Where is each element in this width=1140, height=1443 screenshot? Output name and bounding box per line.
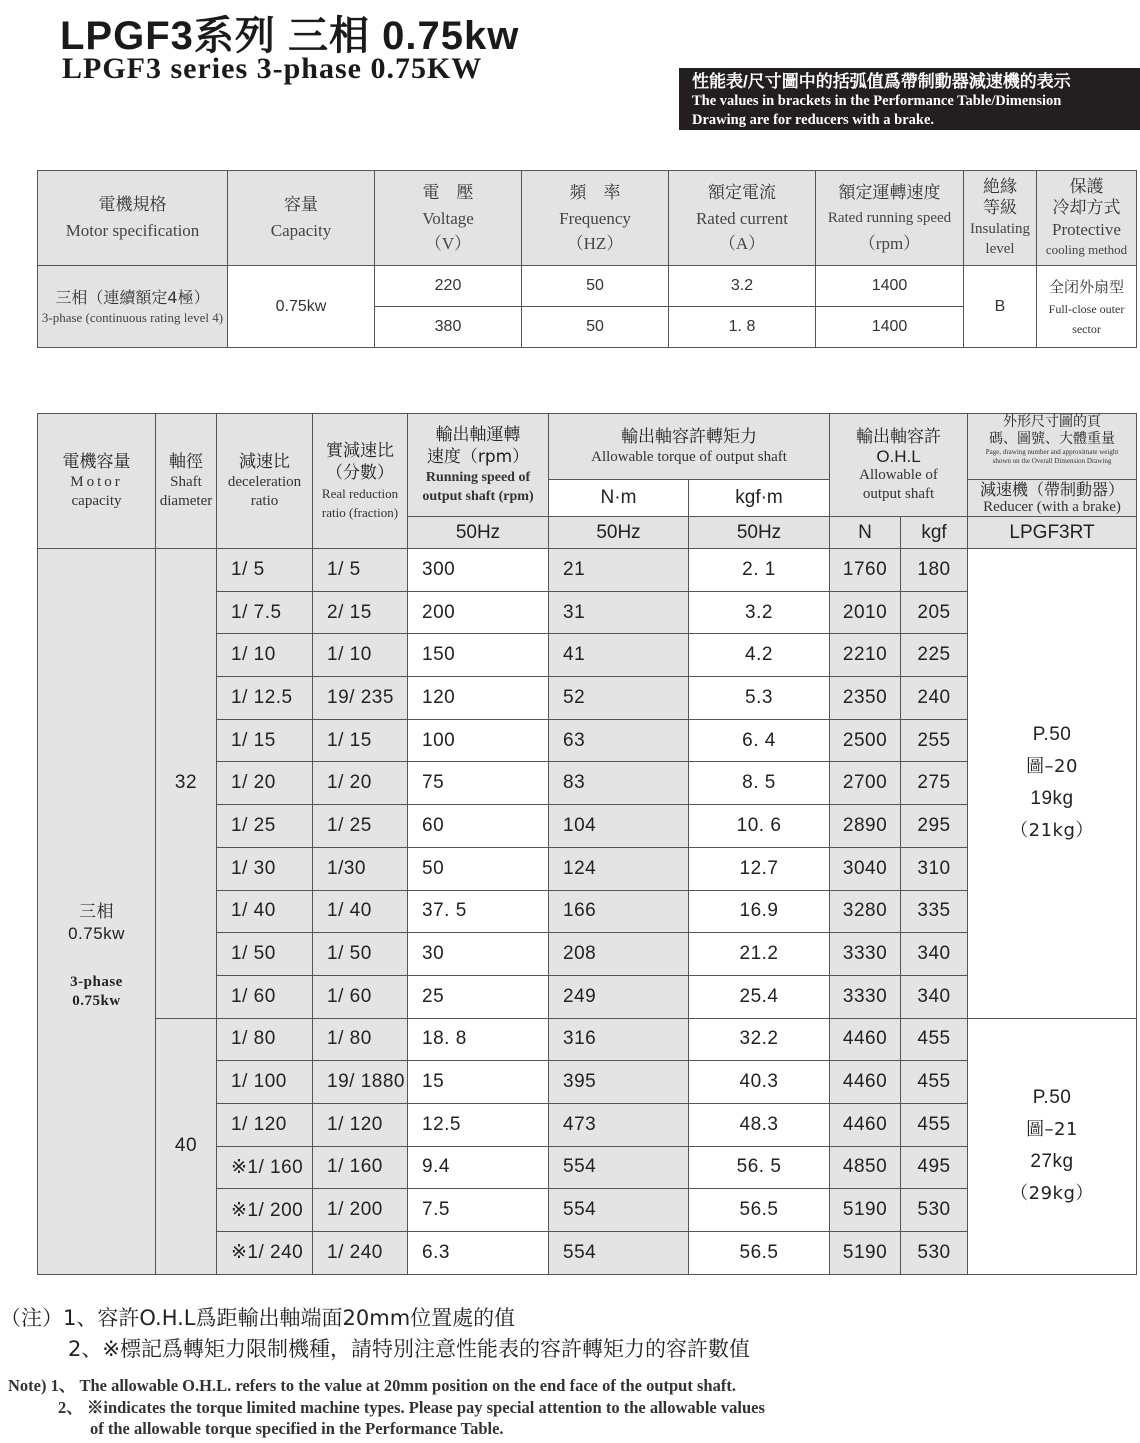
- header-rated-current: 額定電流 Rated current （A）: [669, 171, 816, 266]
- bracket-note-cn: 性能表/尺寸圖中的括弧值爲帶制動器減速機的表示: [692, 72, 1071, 91]
- output-speed: 200: [408, 591, 549, 634]
- torque-kgfm: 21.2: [689, 933, 830, 976]
- dimension-weight-brake: （29kg）: [1010, 1183, 1094, 1205]
- deceleration-ratio: ※1/ 240: [217, 1232, 313, 1275]
- torque-nm: 395: [549, 1061, 689, 1104]
- torque-nm: 52: [549, 677, 689, 720]
- ohl-n: 2700: [830, 762, 901, 805]
- torque-kgfm: 56. 5: [689, 1146, 830, 1189]
- performance-table: [37, 413, 1137, 1275]
- header-kgf: kgf: [901, 517, 968, 549]
- torque-nm: 249: [549, 975, 689, 1018]
- output-speed: 15: [408, 1061, 549, 1104]
- real-reduction-ratio: 1/ 5: [313, 549, 408, 592]
- torque-nm: 104: [549, 805, 689, 848]
- deceleration-ratio: 1/ 80: [217, 1018, 313, 1061]
- torque-nm: 554: [549, 1189, 689, 1232]
- dimension-weight-brake: （21kg）: [1010, 820, 1094, 842]
- ohl-n: 3280: [830, 890, 901, 933]
- ohl-kgf: 225: [901, 634, 968, 677]
- ohl-n: 2010: [830, 591, 901, 634]
- ohl-n: 1760: [830, 549, 901, 592]
- torque-kgfm: 56.5: [689, 1189, 830, 1232]
- real-reduction-ratio: 1/ 240: [313, 1232, 408, 1275]
- output-speed: 7.5: [408, 1189, 549, 1232]
- motor-capacity-en-1: 3-phase: [70, 974, 123, 991]
- dimension-weight: 27kg: [1030, 1151, 1074, 1173]
- ohl-kgf: 310: [901, 847, 968, 890]
- torque-kgfm: 10. 6: [689, 805, 830, 848]
- header-hz-speed: 50Hz: [408, 517, 549, 549]
- header-dimension-drawing: 外形尺寸圖的頁 碼、圖號、大體重量 Page, drawing number and approximate weight shown on the Overall Dimension Drawing: [968, 414, 1137, 480]
- ohl-n: 2890: [830, 805, 901, 848]
- ohl-n: 3330: [830, 975, 901, 1018]
- torque-nm: 473: [549, 1103, 689, 1146]
- ohl-kgf: 275: [901, 762, 968, 805]
- output-speed: 60: [408, 805, 549, 848]
- output-speed: 25: [408, 975, 549, 1018]
- ohl-kgf: 455: [901, 1061, 968, 1104]
- ohl-n: 4850: [830, 1146, 901, 1189]
- torque-kgfm: 4.2: [689, 634, 830, 677]
- dimension-page: P.50: [1032, 1087, 1072, 1109]
- deceleration-ratio: ※1/ 200: [217, 1189, 313, 1232]
- dimension-drawing-cell: [968, 549, 1137, 1019]
- torque-kgfm: 48.3: [689, 1103, 830, 1146]
- header-shaft-diameter: 軸徑 Shaft diameter: [156, 414, 217, 549]
- shaft-diameter-cell: 32: [156, 549, 217, 1019]
- spec-voltage: 380: [375, 307, 522, 348]
- dimension-page: P.50: [1032, 724, 1072, 746]
- ohl-kgf: 255: [901, 719, 968, 762]
- real-reduction-ratio: 1/ 120: [313, 1103, 408, 1146]
- ohl-kgf: 205: [901, 591, 968, 634]
- output-speed: 37. 5: [408, 890, 549, 933]
- ohl-n: 2500: [830, 719, 901, 762]
- header-hz-nm: 50Hz: [549, 517, 689, 549]
- note-cn-2: 2、※標記爲轉矩力限制機種，請特別注意性能表的容許轉矩力的容許數值: [68, 1337, 750, 1361]
- ohl-n: 4460: [830, 1018, 901, 1061]
- note-cn-1: （注）1、容許O.H.L爲距輸出軸端面20mm位置處的值: [0, 1306, 516, 1330]
- deceleration-ratio: 1/ 60: [217, 975, 313, 1018]
- ohl-n: 3040: [830, 847, 901, 890]
- deceleration-ratio: 1/ 7.5: [217, 591, 313, 634]
- perf-header-row-1: [38, 414, 1137, 480]
- real-reduction-ratio: 1/ 10: [313, 634, 408, 677]
- performance-table-body: [38, 549, 1137, 1275]
- ohl-kgf: 335: [901, 890, 968, 933]
- output-speed: 18. 8: [408, 1018, 549, 1061]
- motor-capacity-cn-1: 三相: [79, 902, 114, 923]
- ohl-kgf: 295: [901, 805, 968, 848]
- ohl-n: 2210: [830, 634, 901, 677]
- spec-header-row: [38, 171, 1137, 266]
- spec-row-220v: [38, 266, 1137, 307]
- ohl-kgf: 530: [901, 1232, 968, 1275]
- torque-kgfm: 16.9: [689, 890, 830, 933]
- real-reduction-ratio: 1/ 60: [313, 975, 408, 1018]
- real-reduction-ratio: 2/ 15: [313, 591, 408, 634]
- torque-nm: 124: [549, 847, 689, 890]
- performance-row: [38, 549, 1137, 592]
- real-reduction-ratio: 1/ 20: [313, 762, 408, 805]
- ohl-n: 5190: [830, 1232, 901, 1275]
- header-motor-spec: 電機規格 Motor specification: [38, 171, 228, 266]
- ohl-kgf: 455: [901, 1103, 968, 1146]
- header-hz-kgfm: 50Hz: [689, 517, 830, 549]
- torque-kgfm: 5.3: [689, 677, 830, 720]
- torque-nm: 21: [549, 549, 689, 592]
- real-reduction-ratio: 1/ 80: [313, 1018, 408, 1061]
- torque-kgfm: 8. 5: [689, 762, 830, 805]
- spec-current: 3.2: [669, 266, 816, 307]
- torque-kgfm: 25.4: [689, 975, 830, 1018]
- ohl-n: 2350: [830, 677, 901, 720]
- real-reduction-ratio: 19/ 235: [313, 677, 408, 720]
- real-reduction-ratio: 1/ 25: [313, 805, 408, 848]
- spec-cooling: 全闭外扇型 Full-close outer sector: [1037, 266, 1137, 348]
- real-reduction-ratio: 1/30: [313, 847, 408, 890]
- output-speed: 30: [408, 933, 549, 976]
- dimension-weight: 19kg: [1030, 788, 1074, 810]
- bracket-note-box: [679, 68, 1140, 130]
- header-deceleration-ratio: 減速比 deceleration ratio: [217, 414, 313, 549]
- motor-spec-table: [37, 170, 1137, 348]
- torque-kgfm: 40.3: [689, 1061, 830, 1104]
- motor-capacity-cn-2: 0.75kw: [68, 924, 125, 944]
- torque-nm: 554: [549, 1146, 689, 1189]
- torque-kgfm: 6. 4: [689, 719, 830, 762]
- real-reduction-ratio: 1/ 200: [313, 1189, 408, 1232]
- spec-capacity: 0.75kw: [228, 266, 375, 348]
- spec-voltage: 220: [375, 266, 522, 307]
- header-n: N: [830, 517, 901, 549]
- header-ohl: 輸出軸容許 O.H.L Allowable of output shaft: [830, 414, 968, 517]
- page-title-cn: LPGF3系列 三相 0.75kw: [60, 14, 520, 58]
- torque-nm: 166: [549, 890, 689, 933]
- torque-kgfm: 12.7: [689, 847, 830, 890]
- deceleration-ratio: 1/ 40: [217, 890, 313, 933]
- output-speed: 150: [408, 634, 549, 677]
- header-frequency: 頻 率 Frequency （HZ）: [522, 171, 669, 266]
- header-kgfm: kgf·m: [689, 480, 830, 517]
- spec-insulation: B: [964, 266, 1037, 348]
- deceleration-ratio: 1/ 30: [217, 847, 313, 890]
- torque-kgfm: 56.5: [689, 1232, 830, 1275]
- torque-nm: 316: [549, 1018, 689, 1061]
- real-reduction-ratio: 1/ 50: [313, 933, 408, 976]
- bracket-note-en-2: Drawing are for reducers with a brake.: [692, 112, 935, 128]
- note-en-1: Note) 1、 The allowable O.H.L. refers to the value at 20mm position on the end face of the output shaft.: [8, 1376, 736, 1395]
- header-protective-cooling: 保護 冷却方式 Protective cooling method: [1037, 171, 1137, 266]
- header-nm: N·m: [549, 480, 689, 517]
- header-rated-speed: 額定運轉速度 Rated running speed （rpm）: [816, 171, 964, 266]
- performance-row: [38, 1018, 1137, 1061]
- header-output-speed: 輸出軸運轉 速度（rpm） Running speed of output shaft (rpm): [408, 414, 549, 517]
- header-allowable-torque: 輸出軸容許轉矩力 Allowable torque of output shaft: [549, 414, 830, 480]
- motor-capacity-cell: [38, 549, 156, 1275]
- header-model: LPGF3RT: [968, 517, 1137, 549]
- deceleration-ratio: 1/ 10: [217, 634, 313, 677]
- ohl-n: 4460: [830, 1061, 901, 1104]
- real-reduction-ratio: 1/ 160: [313, 1146, 408, 1189]
- page-title-en: LPGF3 series 3-phase 0.75KW: [62, 52, 483, 85]
- torque-nm: 83: [549, 762, 689, 805]
- dimension-drawing-cell: [968, 1018, 1137, 1274]
- note-en-3: of the allowable torque specified in the Performance Table.: [90, 1419, 504, 1438]
- ohl-n: 4460: [830, 1103, 901, 1146]
- dimension-figure: 圖–21: [1026, 1119, 1078, 1141]
- spec-speed: 1400: [816, 266, 964, 307]
- output-speed: 50: [408, 847, 549, 890]
- header-real-reduction-ratio: 實減速比 （分數） Real reduction ratio (fraction): [313, 414, 408, 549]
- output-speed: 12.5: [408, 1103, 549, 1146]
- spec-frequency: 50: [522, 266, 669, 307]
- motor-capacity-en-2: 0.75kw: [72, 993, 121, 1010]
- real-reduction-ratio: 1/ 40: [313, 890, 408, 933]
- deceleration-ratio: 1/ 50: [217, 933, 313, 976]
- header-motor-capacity: 電機容量 Motor capacity: [38, 414, 156, 549]
- output-speed: 120: [408, 677, 549, 720]
- torque-nm: 554: [549, 1232, 689, 1275]
- ohl-kgf: 530: [901, 1189, 968, 1232]
- ohl-kgf: 340: [901, 933, 968, 976]
- deceleration-ratio: 1/ 5: [217, 549, 313, 592]
- bracket-note-en-1: The values in brackets in the Performance Table/Dimension: [692, 93, 1062, 109]
- real-reduction-ratio: 1/ 15: [313, 719, 408, 762]
- deceleration-ratio: 1/ 15: [217, 719, 313, 762]
- torque-kgfm: 3.2: [689, 591, 830, 634]
- header-reducer-brake: 減速機（帶制動器） Reducer (with a brake): [968, 480, 1137, 517]
- header-voltage: 電 壓 Voltage （V）: [375, 171, 522, 266]
- header-insulation: 絶緣 等級 Insulating level: [964, 171, 1037, 266]
- ohl-kgf: 495: [901, 1146, 968, 1189]
- output-speed: 9.4: [408, 1146, 549, 1189]
- note-en-2: 2、 ※indicates the torque limited machine types. Please pay special attention to the allowable values: [58, 1398, 765, 1417]
- output-speed: 6.3: [408, 1232, 549, 1275]
- deceleration-ratio: 1/ 12.5: [217, 677, 313, 720]
- deceleration-ratio: 1/ 25: [217, 805, 313, 848]
- torque-nm: 63: [549, 719, 689, 762]
- real-reduction-ratio: 19/ 1880: [313, 1061, 408, 1104]
- output-speed: 300: [408, 549, 549, 592]
- ohl-n: 3330: [830, 933, 901, 976]
- ohl-kgf: 340: [901, 975, 968, 1018]
- torque-nm: 41: [549, 634, 689, 677]
- torque-kgfm: 2. 1: [689, 549, 830, 592]
- header-capacity: 容量 Capacity: [228, 171, 375, 266]
- output-speed: 75: [408, 762, 549, 805]
- deceleration-ratio: 1/ 20: [217, 762, 313, 805]
- spec-frequency: 50: [522, 307, 669, 348]
- spec-motor-cell: 三相（連續額定4極） 3-phase (continuous rating level 4): [38, 266, 228, 348]
- shaft-diameter-cell: 40: [156, 1018, 217, 1274]
- torque-nm: 208: [549, 933, 689, 976]
- spec-speed: 1400: [816, 307, 964, 348]
- ohl-kgf: 240: [901, 677, 968, 720]
- deceleration-ratio: 1/ 120: [217, 1103, 313, 1146]
- dimension-figure: 圖–20: [1026, 756, 1078, 778]
- ohl-kgf: 455: [901, 1018, 968, 1061]
- torque-kgfm: 32.2: [689, 1018, 830, 1061]
- ohl-n: 5190: [830, 1189, 901, 1232]
- output-speed: 100: [408, 719, 549, 762]
- ohl-kgf: 180: [901, 549, 968, 592]
- torque-nm: 31: [549, 591, 689, 634]
- spec-current: 1. 8: [669, 307, 816, 348]
- deceleration-ratio: ※1/ 160: [217, 1146, 313, 1189]
- deceleration-ratio: 1/ 100: [217, 1061, 313, 1104]
